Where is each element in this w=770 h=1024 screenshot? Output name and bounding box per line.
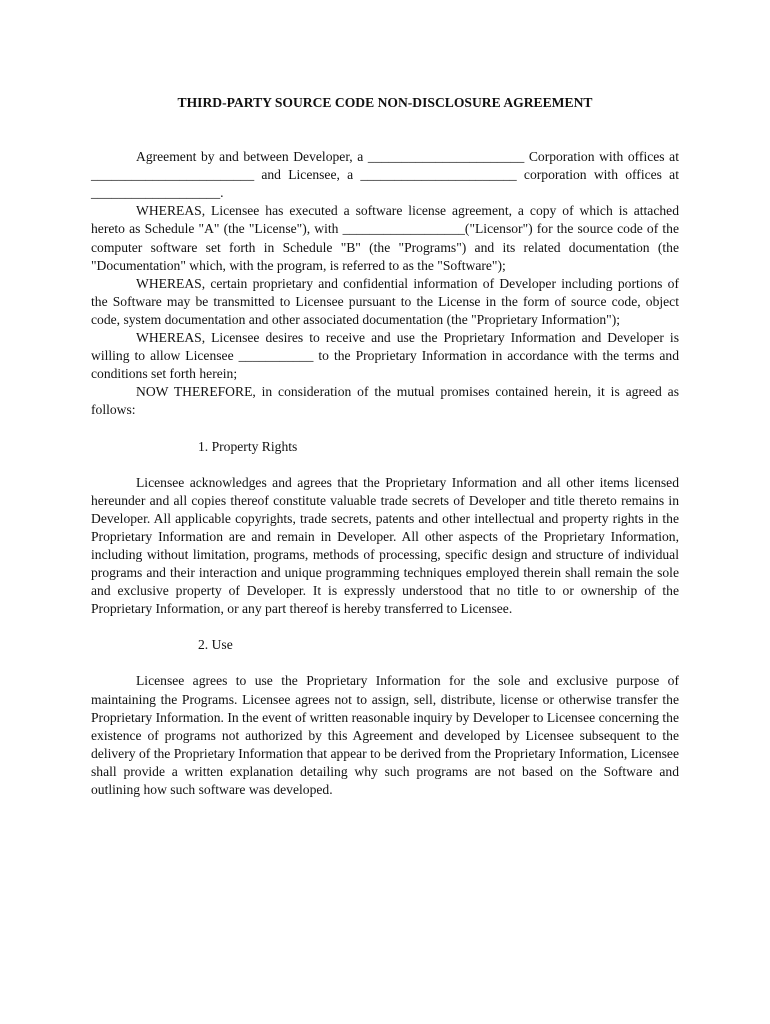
section-heading-use: 2. Use [198,637,233,653]
section-heading-property-rights: 1. Property Rights [198,438,298,454]
document-page [91,94,679,799]
section-body-use: Licensee agrees to use the Proprietary Information for the sole and exclusive purpose of maintaining the Programs. Licensee agrees not to assign, sell, distribute, license or otherwise transfer the Proprietary Information. In the event of written reasonable inquiry by Developer to Licensee concerning the existence of programs not authorized by this Agreement and developed by Licensee subsequent to the delivery of the Proprietary Information that appear to be derived from the Proprietary Information, Licensee shall provide a written explanation detailing why such programs are not based on the Software and outlining how such software was developed. [91,673,679,797]
recital-now-therefore: NOW THEREFORE, in consideration of the mutual promises contained herein, it is agreed as follows: [91,384,679,418]
section-body-property-rights: Licensee acknowledges and agrees that the Proprietary Information and all other items licensed hereunder and all copies thereof constitute valuable trade secrets of Developer and title thereto remains in Developer. All applicable copyrights, trade secrets, patents and other intellectual and property rights in the Proprietary Information are and remain in Developer. All other aspects of the Proprietary Information, including without limitation, programs, methods of processing, specific design and structure of individual programs and their interaction and unique programming techniques employed therein shall remain the sole and exclusive property of Developer. It is expressly understood that no title to or ownership of the Proprietary Information, or any part thereof is hereby transferred to Licensee. [91,474,679,617]
document-title: THIRD-PARTY SOURCE CODE NON-DISCLOSURE AGREEMENT [177,95,593,110]
recital-proprietary-info: WHEREAS, certain proprietary and confidential information of Developer including portions of the Software may be transmitted to Licensee pursuant to the License in the form of source code, object code, system documentation and other associated documentation (the "Proprietary Information"); [91,275,679,327]
recital-parties: Agreement by and between Developer, a _______________________ Corporation with offices at ________________________ and Licensee, a _______________________ corporation with offices at ___________________. [91,149,679,201]
recital-license: WHEREAS, Licensee has executed a software license agreement, a copy of which is attached hereto as Schedule "A" (the "License"), with __________________("Licensor") for the source code of the computer software set forth in Schedule "B" (the "Programs") and its related documentation (the "Documentation" which, with the program, is referred to as the "Software"); [91,203,679,273]
recital-desire: WHEREAS, Licensee desires to receive and use the Proprietary Information and Developer is willing to allow Licensee ___________ to the Proprietary Information in accordance with the terms and conditions set forth herein; [91,330,679,382]
